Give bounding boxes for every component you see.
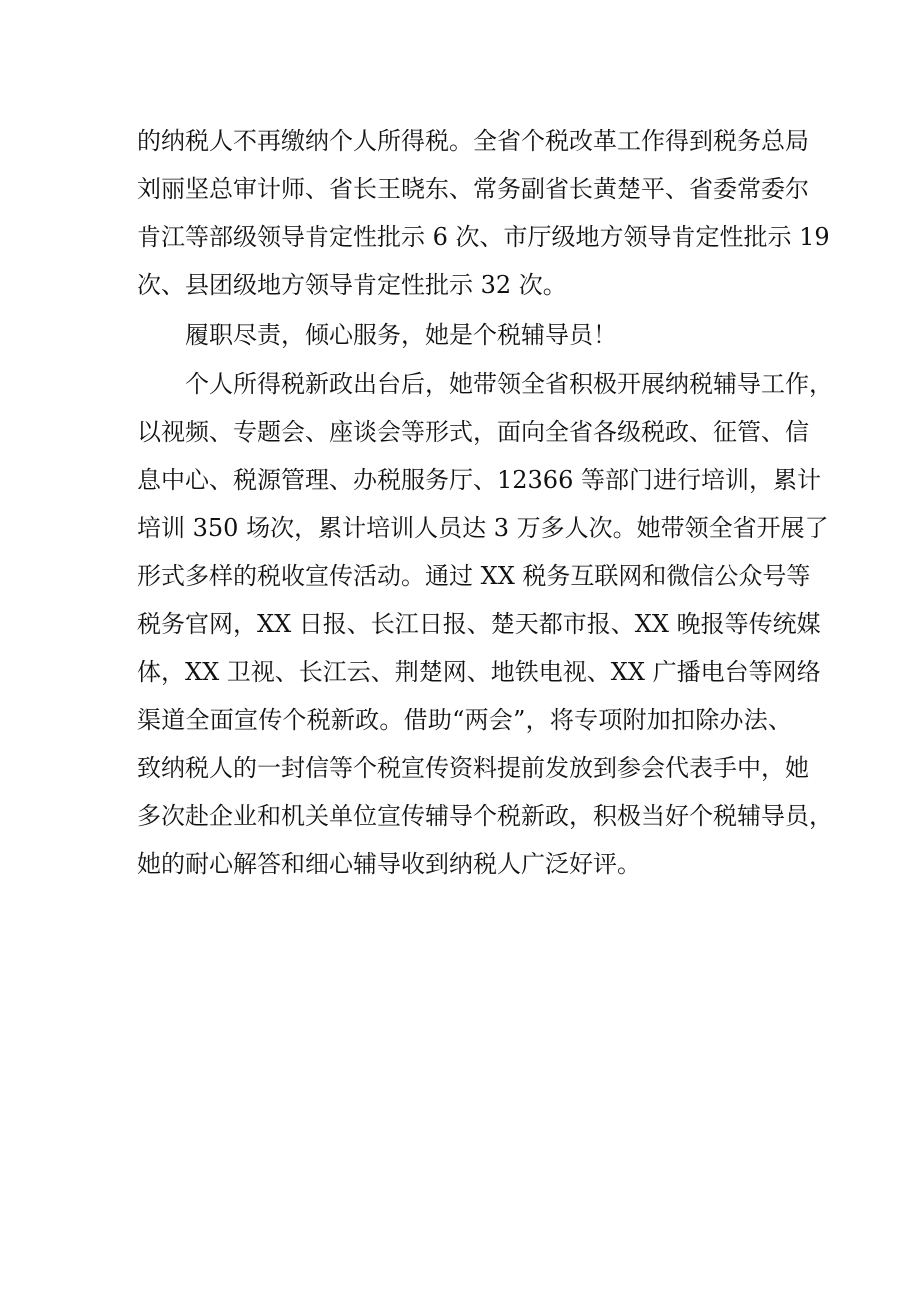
section-heading: 履职尽责，倾心服务，她是个税辅导员！: [185, 321, 617, 349]
text-line: 个人所得税新政出台后，她带领全省积极开展纳税辅导工作，: [185, 370, 833, 398]
text-line: 渠道全面宣传个税新政。借助“两会”，将专项附加扣除办法、: [137, 706, 792, 734]
text-line: 次、县团级地方领导肯定性批示 32 次。: [137, 271, 567, 299]
text-line: 培训 350 场次，累计培训人员达 3 万多人次。她带领全省开展了: [137, 514, 829, 542]
text-line: 税务官网，XX 日报、长江日报、楚天都市报、XX 晚报等传统媒: [137, 610, 821, 638]
text-line: 致纳税人的一封信等个税宣传资料提前发放到参会代表手中，她: [137, 754, 809, 782]
text-line: 刘丽坚总审计师、省长王晓东、常务副省长黄楚平、省委常委尔: [137, 175, 809, 203]
paragraph-heading: [137, 311, 792, 359]
paragraph-guidance: [137, 360, 833, 888]
text-line: 体，XX 卫视、长江云、荆楚网、地铁电视、XX 广播电台等网络: [137, 658, 821, 686]
text-line: 多次赴企业和机关单位宣传辅导个税新政，积极当好个税辅导员，: [137, 802, 833, 830]
text-line: 息中心、税源管理、办税服务厅、12366 等部门进行培训，累计: [137, 466, 821, 494]
text-line: 形式多样的税收宣传活动。通过 XX 税务互联网和微信公众号等: [137, 562, 811, 590]
text-line: 以视频、专题会、座谈会等形式，面向全省各级税政、征管、信: [137, 418, 809, 446]
paragraph-approvals: [137, 117, 830, 309]
text-line: 她的耐心解答和细心辅导收到纳税人广泛好评。: [137, 850, 641, 878]
text-line: 的纳税人不再缴纳个人所得税。全省个税改革工作得到税务总局: [137, 127, 809, 155]
text-line: 肯江等部级领导肯定性批示 6 次、市厅级地方领导肯定性批示 19: [137, 223, 830, 251]
